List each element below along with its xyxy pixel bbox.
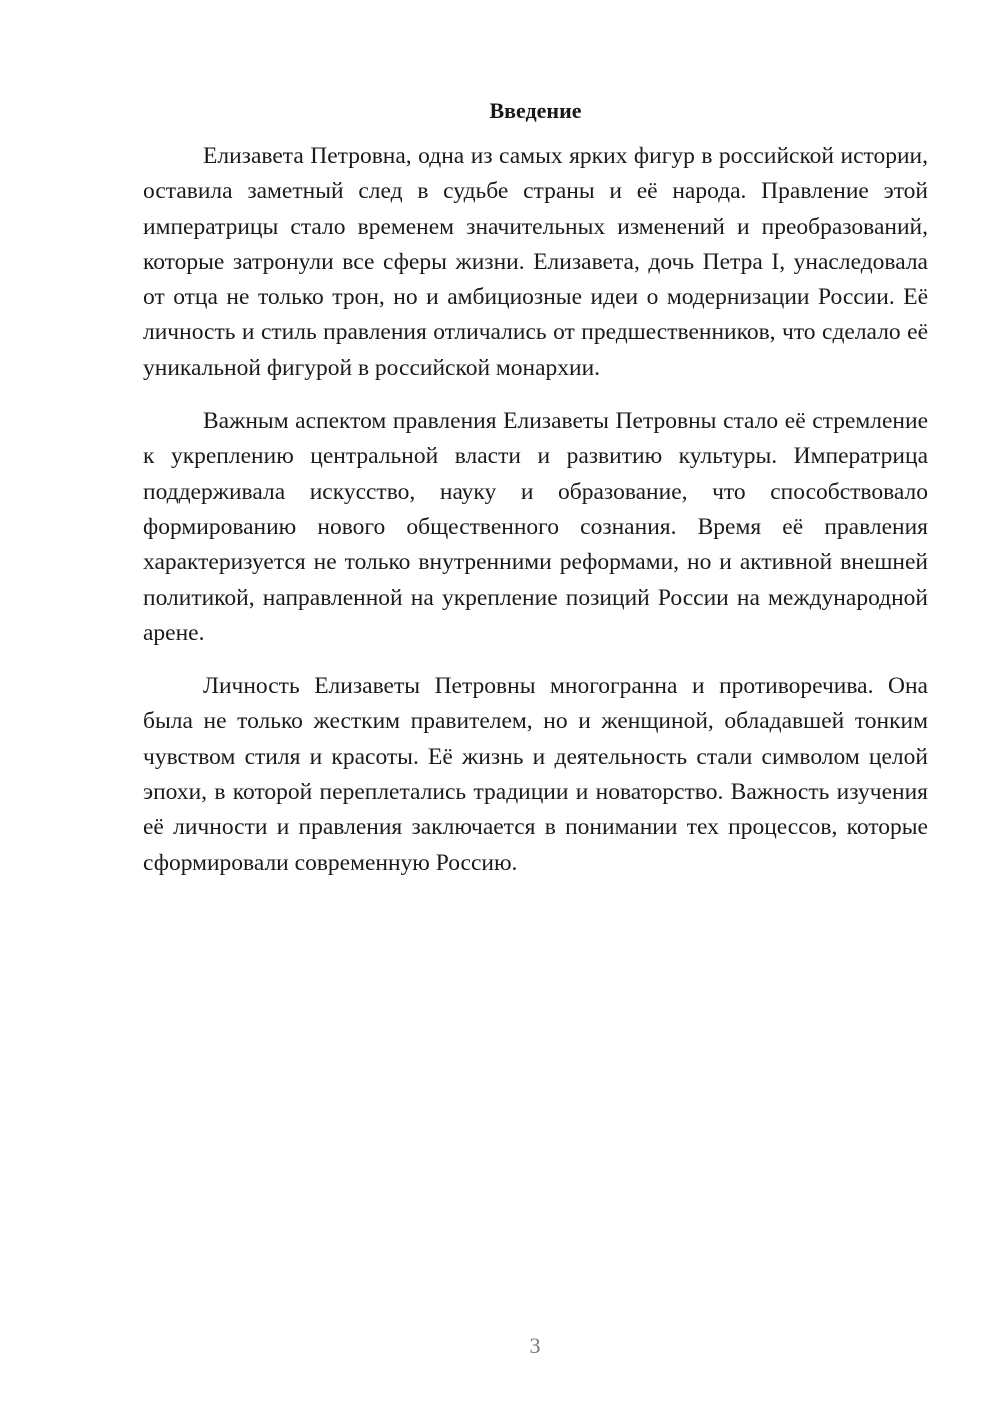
paragraph-1: Елизавета Петровна, одна из самых ярких фигур в российской истории, оставила заметный след в судьбе страны и её народа. Правление этой императрицы стало временем значительных изменений и преобразований, которые затронули все сферы жизни. Елизавета, дочь Петра I, унаследовала от отца не только трон, но и амбициозные идеи о модернизации России. Её личность и стиль правления отличались от предшественников, что сделало её уникальной фигурой в российской монархии. xyxy=(143,143,928,381)
page-content xyxy=(143,95,928,899)
page-number: 3 xyxy=(529,1333,541,1358)
paragraph-2: Важным аспектом правления Елизаветы Петровны стало её стремление к укреплению центральной власти и развитию культуры. Императрица поддерживала искусство, науку и образование, что способствовало формированию нового общественного сознания. Время её правления характеризуется не только внутренними реформами, но и активной внешней политикой, направленной на укрепление позиций России на международной арене. xyxy=(143,408,928,646)
paragraph-3: Личность Елизаветы Петровны многогранна и противоречива. Она была не только жестким правителем, но и женщиной, обладавшей тонким чувством стиля и красоты. Её жизнь и деятельность стали символом целой эпохи, в которой переплетались традиции и новаторство. Важность изучения её личности и правления заключается в понимании тех процессов, которые сформировали современную Россию. xyxy=(143,673,928,876)
section-heading: Введение xyxy=(489,98,582,123)
